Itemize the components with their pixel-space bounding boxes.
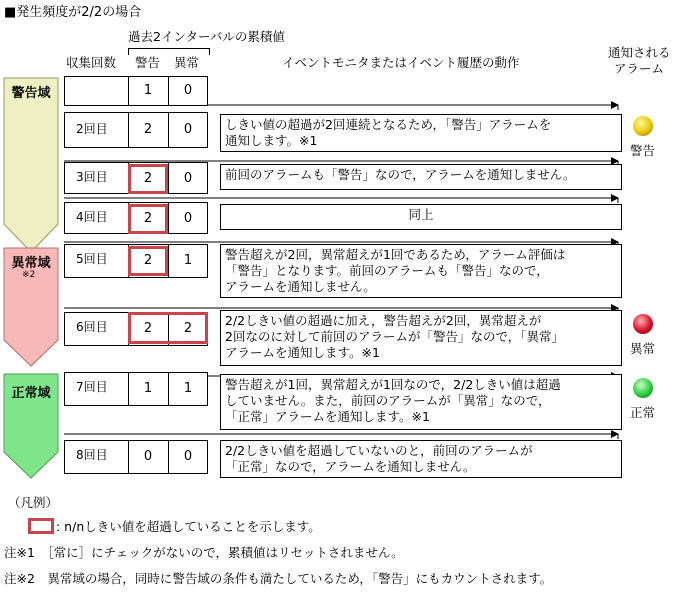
abnormal-alarm-label: 異常: [630, 341, 656, 356]
abnormal-value: 1: [183, 381, 193, 396]
abnormal-value: 0: [183, 122, 193, 137]
row-count: 2回目: [76, 122, 108, 136]
row-description: 警告超えが1回，異常超えが1回なので，2/2しきい値は超過 していません。また，前回のアラームが「異常」なので， 「正常」アラームを通知します。※1: [220, 374, 622, 430]
row-count: 8回目: [76, 448, 108, 462]
cell-divider: [168, 76, 169, 106]
warning-value: 2: [143, 253, 153, 268]
warning-value: 1: [143, 381, 153, 396]
cumulative-group-label: 過去2インターバルの累積値: [128, 29, 285, 44]
warning-value: 2: [143, 211, 153, 226]
warning-value: 1: [143, 83, 153, 98]
row-description: 2/2しきい値を超過していないのと，前回のアラームが 「正常」なので，アラームを通知しません。: [220, 440, 622, 478]
row-description: 同上: [220, 204, 622, 230]
legend-text: : n/nしきい値を超過していることを示します。: [56, 519, 321, 534]
row-description: 前回のアラームも「警告」なので，アラームを通知しません。: [220, 164, 622, 190]
action-header: イベントモニタまたはイベント履歴の動作: [282, 55, 520, 70]
warning-lamp-icon: [633, 116, 653, 136]
warning-value: 2: [143, 171, 153, 186]
row-count: 5回目: [76, 252, 108, 266]
row-count: 4回目: [76, 210, 108, 224]
legend-title: （凡例）: [8, 495, 59, 510]
note-1: 注※1 ［常に］にチェックがないので，累積値はリセットされません。: [4, 545, 404, 560]
normal-lamp-icon: [633, 378, 653, 398]
abnormal-value: 0: [183, 83, 193, 98]
row-description: しきい値の超過が2回連続となるため，「警告」アラームを 通知します。※1: [220, 114, 622, 152]
warning-value: 0: [143, 449, 153, 464]
normal-zone-label: 正常域: [11, 386, 51, 401]
abnormal-value: 2: [183, 321, 193, 336]
warning-value: 2: [143, 122, 153, 137]
warning-header: 警告: [135, 55, 161, 70]
abnormal-zone-label: 異常域: [11, 256, 51, 271]
row-count: 3回目: [76, 170, 108, 184]
abnormal-lamp-icon: [633, 314, 653, 334]
row-count: 7回目: [76, 380, 108, 394]
abnormal-value: 1: [183, 253, 193, 268]
alarm-header-line1: 通知される: [608, 45, 671, 60]
row-description: 2/2しきい値の超過に加え，警告超えが2回，異常超えが 2回なのに対して前回のアラームが「警告」なので，「異常」 アラームを通知します。※1: [220, 310, 622, 366]
normal-alarm-label: 正常: [630, 405, 656, 420]
warning-alarm-label: 警告: [630, 143, 656, 158]
abnormal-value: 0: [183, 449, 193, 464]
abnormal-value: 0: [183, 211, 193, 226]
abnormal-header: 異常: [174, 55, 200, 70]
page-title: ■発生頻度が2/2の場合: [4, 5, 142, 20]
row-description: 警告超えが2回，異常超えが1回であるため，アラーム評価は 「警告」となります。前回のアラームも「警告」なので， アラームを通知しません。: [220, 244, 622, 298]
note-2: 注※2 異常域の場合，同時に警告域の条件も満たしているため，「警告」にもカウントされます。: [4, 571, 553, 586]
warning-value: 2: [143, 321, 153, 336]
row-count: 6回目: [76, 320, 108, 334]
header-bracket: [128, 48, 210, 55]
abnormal-zone-note: ※2: [22, 270, 36, 280]
alarm-header-line2: アラーム: [614, 61, 665, 76]
warning-zone-label: 警告域: [11, 86, 51, 101]
abnormal-value: 0: [183, 171, 193, 186]
legend-highlight-swatch: [28, 518, 54, 534]
cell-divider: [128, 76, 129, 106]
collect-count-header: 収集回数: [66, 55, 117, 70]
